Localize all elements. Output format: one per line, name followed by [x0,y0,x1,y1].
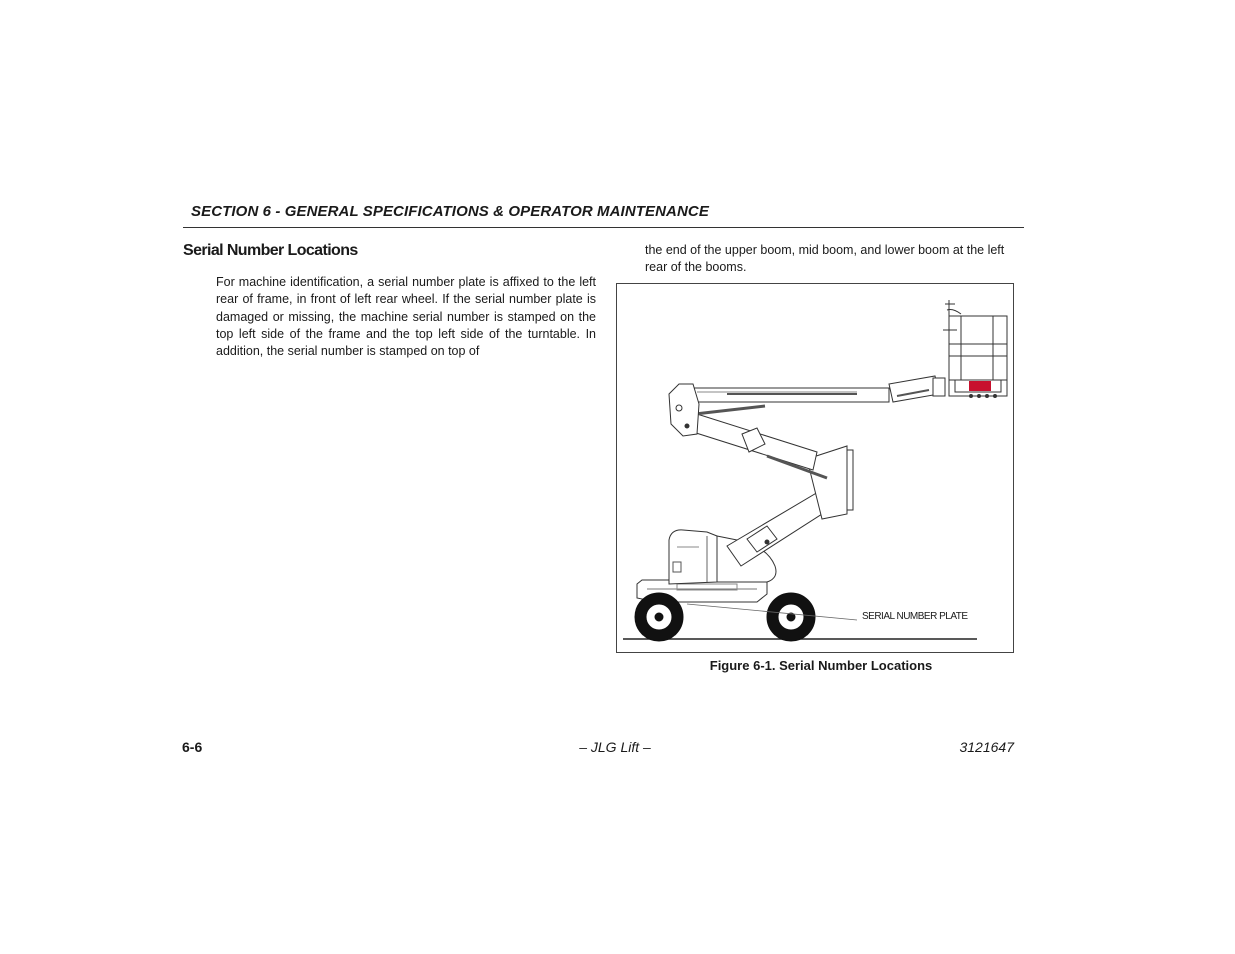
body-paragraph-left: For machine identification, a serial number plate is affixed to the left rear of frame, in front of left rear wheel. If the serial number plate is damaged or missing, the machine serial number is stamped on the top left side of the frame and the top left side of the turntable. In addition, the serial number is stamped on top of [216,275,596,359]
document-number: 3121647 [959,739,1014,755]
section-heading: Serial Number Locations [183,242,358,259]
turntable [669,530,717,584]
front-wheel [767,593,815,641]
jlg-logo-decal [969,381,991,391]
section-header: SECTION 6 - GENERAL SPECIFICATIONS & OPERATOR MAINTENANCE [191,203,709,220]
boom-knuckle [669,384,699,436]
upper-boom-cylinder [695,406,765,414]
figure-caption: Figure 6-1. Serial Number Locations [709,658,933,673]
body-paragraph-right: the end of the upper boom, mid boom, and lower boom at the left rear of the booms. [645,243,1005,275]
figure-frame [616,283,1014,653]
jib [889,376,939,402]
serial-number-plate-label: SERIAL NUMBER PLATE [862,611,968,622]
page-number: 6-6 [182,739,203,755]
platform-rotator [933,378,945,396]
boom-lift-illustration [617,284,1015,654]
header-divider [183,227,1024,228]
rear-wheel [635,593,683,641]
footer-publisher: – JLG Lift – [579,739,651,755]
